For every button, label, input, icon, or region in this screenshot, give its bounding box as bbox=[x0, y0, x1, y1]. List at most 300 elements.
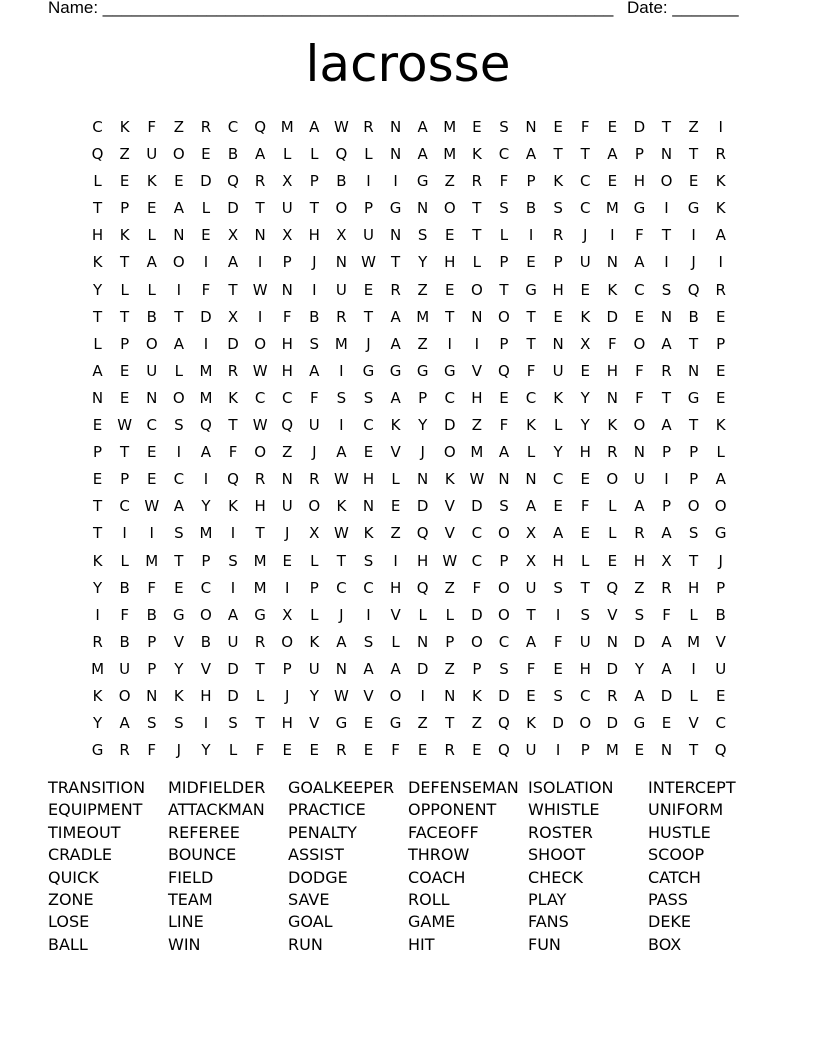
word-list-item: ZONE bbox=[48, 889, 94, 909]
grid-letter: I bbox=[203, 253, 209, 272]
grid-letter: D bbox=[227, 659, 239, 678]
grid-letter: L bbox=[445, 605, 454, 624]
grid-letter: Y bbox=[174, 659, 184, 678]
grid-letter: L bbox=[120, 551, 129, 570]
grid-row bbox=[84, 331, 734, 358]
grid-letter: F bbox=[201, 280, 211, 299]
grid-letter: F bbox=[147, 741, 157, 760]
grid-letter: B bbox=[146, 307, 157, 326]
grid-letter: X bbox=[525, 551, 537, 570]
grid-letter: K bbox=[228, 497, 238, 516]
grid-letter: A bbox=[390, 388, 401, 407]
grid-letter: M bbox=[443, 118, 457, 136]
grid-letter: I bbox=[610, 226, 615, 245]
word-list-item: WIN bbox=[168, 934, 201, 954]
grid-letter: N bbox=[335, 253, 347, 272]
grid-letter: C bbox=[336, 578, 347, 597]
grid-letter: P bbox=[363, 199, 373, 218]
grid-letter: U bbox=[281, 497, 293, 516]
grid-letter: A bbox=[390, 334, 401, 353]
grid-letter: G bbox=[416, 172, 429, 191]
word-list-item: ASSIST bbox=[288, 845, 344, 865]
grid-letter: D bbox=[552, 714, 564, 733]
grid-letter: G bbox=[362, 361, 375, 380]
grid-letter: U bbox=[633, 470, 645, 489]
grid-letter: S bbox=[174, 524, 184, 543]
grid-letter: I bbox=[393, 172, 398, 191]
grid-letter: E bbox=[580, 361, 590, 380]
grid-letter: U bbox=[362, 226, 374, 245]
grid-letter: S bbox=[363, 632, 374, 651]
grid-letter: H bbox=[281, 714, 293, 733]
grid-letter: K bbox=[526, 714, 536, 733]
grid-letter: A bbox=[119, 714, 130, 733]
grid-letter: G bbox=[714, 524, 727, 543]
grid-letter: D bbox=[416, 659, 429, 678]
grid-letter: I bbox=[230, 524, 236, 543]
grid-letter: C bbox=[119, 497, 130, 516]
grid-letter: E bbox=[363, 443, 374, 462]
grid-letter: I bbox=[718, 253, 723, 272]
grid-letter: H bbox=[552, 551, 564, 570]
grid-letter: L bbox=[174, 361, 183, 380]
grid-letter: M bbox=[145, 551, 159, 570]
grid-letter: O bbox=[118, 686, 131, 705]
grid-letter: A bbox=[634, 686, 645, 705]
grid-letter: V bbox=[471, 361, 482, 380]
grid-letter: P bbox=[526, 172, 536, 191]
grid-letter: K bbox=[526, 416, 536, 435]
word-list-item: PLAY bbox=[528, 889, 567, 909]
word-list-item: QUICK bbox=[48, 867, 99, 887]
grid-letter: I bbox=[691, 659, 696, 678]
grid-letter: E bbox=[146, 199, 157, 218]
grid-letter: C bbox=[254, 388, 266, 407]
grid-letter: T bbox=[120, 253, 130, 272]
grid-letter: I bbox=[284, 578, 290, 597]
grid-letter: C bbox=[227, 118, 239, 136]
grid-letter: G bbox=[633, 199, 646, 218]
grid-letter: M bbox=[470, 443, 484, 462]
grid-letter: O bbox=[714, 497, 727, 516]
grid-letter: P bbox=[147, 659, 157, 678]
grid-letter: E bbox=[580, 470, 590, 489]
grid-letter: Z bbox=[390, 524, 401, 543]
grid-letter: E bbox=[607, 118, 618, 136]
grid-letter: D bbox=[227, 686, 239, 705]
grid-letter: W bbox=[333, 118, 349, 136]
grid-letter: F bbox=[499, 172, 509, 191]
word-list-item: PASS bbox=[648, 889, 688, 909]
grid-letter: C bbox=[471, 551, 483, 570]
grid-letter: C bbox=[715, 714, 726, 733]
grid-letter: N bbox=[146, 388, 158, 407]
grid-letter: L bbox=[310, 605, 319, 624]
grid-letter: U bbox=[119, 659, 131, 678]
grid-letter: P bbox=[120, 470, 130, 489]
word-list-item: CRADLE bbox=[48, 845, 112, 865]
grid-letter: Q bbox=[498, 714, 510, 733]
grid-letter: H bbox=[633, 551, 646, 570]
grid-letter: J bbox=[176, 741, 182, 760]
word-list-item: UNIFORM bbox=[648, 800, 724, 820]
grid-letter: L bbox=[391, 470, 400, 489]
grid-letter: A bbox=[525, 497, 537, 516]
grid-letter: Y bbox=[553, 443, 563, 462]
grid-letter: F bbox=[580, 118, 590, 136]
word-list-item: DODGE bbox=[288, 867, 348, 887]
grid-letter: I bbox=[447, 334, 452, 353]
grid-row bbox=[84, 710, 734, 737]
grid-letter: G bbox=[173, 605, 185, 624]
grid-letter: L bbox=[499, 226, 509, 245]
grid-letter: E bbox=[417, 741, 428, 760]
grid-letter: P bbox=[553, 253, 563, 272]
grid-letter: O bbox=[335, 199, 348, 218]
grid-letter: U bbox=[335, 280, 347, 299]
grid-letter: N bbox=[417, 470, 429, 489]
grid-letter: Y bbox=[92, 280, 103, 299]
grid-letter: N bbox=[606, 253, 618, 272]
grid-row bbox=[84, 304, 734, 331]
grid-letter: A bbox=[336, 443, 347, 462]
grid-letter: V bbox=[363, 686, 374, 705]
grid-letter: R bbox=[390, 280, 401, 299]
grid-letter: R bbox=[254, 172, 266, 191]
grid-letter: C bbox=[579, 686, 591, 705]
grid-letter: D bbox=[633, 632, 646, 651]
grid-row bbox=[84, 385, 734, 412]
grid-letter: V bbox=[390, 443, 401, 462]
grid-letter: T bbox=[445, 307, 455, 326]
grid-letter: I bbox=[420, 686, 425, 705]
grid-letter: E bbox=[580, 280, 590, 299]
grid-letter: R bbox=[444, 741, 455, 760]
grid-letter: K bbox=[715, 199, 726, 218]
grid-letter: K bbox=[228, 388, 238, 407]
grid-letter: S bbox=[228, 551, 238, 570]
grid-letter: H bbox=[579, 443, 591, 462]
grid-letter: N bbox=[362, 497, 375, 516]
grid-letter: U bbox=[308, 416, 320, 435]
grid-letter: R bbox=[471, 172, 483, 191]
grid-letter: H bbox=[389, 578, 402, 597]
grid-letter: P bbox=[661, 497, 672, 516]
grid-letter: R bbox=[336, 307, 347, 326]
grid-letter: P bbox=[201, 551, 211, 570]
grid-letter: W bbox=[117, 416, 133, 435]
grid-letter: J bbox=[284, 524, 290, 543]
grid-letter: T bbox=[661, 118, 672, 136]
grid-letter: N bbox=[660, 741, 673, 760]
grid-letter: V bbox=[607, 605, 618, 624]
grid-letter: I bbox=[230, 578, 236, 597]
word-list-item: SHOOT bbox=[528, 845, 586, 865]
grid-letter: T bbox=[228, 416, 238, 435]
grid-letter: S bbox=[336, 388, 347, 407]
grid-letter: A bbox=[661, 524, 672, 543]
grid-letter: H bbox=[552, 280, 564, 299]
grid-letter: A bbox=[715, 470, 726, 489]
grid-letter: A bbox=[309, 118, 320, 136]
grid-letter: K bbox=[173, 686, 184, 705]
grid-letter: I bbox=[691, 226, 696, 245]
grid-letter: N bbox=[173, 226, 185, 245]
grid-letter: G bbox=[389, 361, 402, 380]
grid-letter: O bbox=[633, 334, 646, 353]
grid-letter: F bbox=[147, 578, 157, 597]
grid-letter: J bbox=[718, 551, 723, 570]
grid-row bbox=[84, 520, 734, 547]
grid-letter: K bbox=[336, 497, 347, 516]
grid-letter: X bbox=[580, 334, 591, 353]
grid-letter: T bbox=[92, 524, 103, 543]
grid-letter: Y bbox=[92, 578, 103, 597]
word-list-item: OPPONENT bbox=[408, 800, 497, 820]
grid-letter: O bbox=[633, 416, 646, 435]
grid-letter: U bbox=[552, 361, 564, 380]
grid-letter: O bbox=[606, 470, 619, 489]
grid-letter: Y bbox=[201, 497, 211, 516]
grid-letter: R bbox=[715, 280, 726, 299]
grid-letter: L bbox=[716, 443, 725, 462]
grid-letter: Q bbox=[416, 578, 429, 597]
grid-letter: U bbox=[281, 199, 293, 218]
grid-letter: X bbox=[309, 524, 320, 543]
grid-letter: Z bbox=[417, 280, 428, 299]
grid-letter: S bbox=[661, 280, 672, 299]
grid-row bbox=[84, 195, 734, 222]
grid-letter: N bbox=[660, 145, 673, 164]
grid-letter: S bbox=[553, 199, 563, 218]
grid-letter: Q bbox=[335, 145, 348, 164]
grid-letter: Z bbox=[119, 145, 130, 164]
grid-row bbox=[84, 249, 734, 276]
grid-letter: K bbox=[553, 172, 564, 191]
grid-letter: D bbox=[416, 497, 429, 516]
grid-letter: A bbox=[390, 659, 401, 678]
grid-letter: L bbox=[120, 280, 129, 299]
grid-letter: S bbox=[499, 199, 509, 218]
grid-letter: F bbox=[472, 578, 482, 597]
grid-letter: E bbox=[715, 361, 726, 380]
grid-letter: J bbox=[312, 253, 317, 272]
grid-letter: T bbox=[120, 443, 130, 462]
grid-letter: P bbox=[309, 172, 319, 191]
grid-row bbox=[84, 222, 734, 249]
grid-letter: Q bbox=[227, 470, 239, 489]
grid-letter: I bbox=[664, 199, 669, 218]
grid-letter: G bbox=[335, 714, 348, 733]
grid-letter: F bbox=[391, 741, 400, 760]
grid-letter: G bbox=[416, 361, 429, 380]
grid-letter: W bbox=[252, 280, 268, 299]
grid-letter: O bbox=[172, 388, 185, 407]
grid-letter: A bbox=[309, 361, 320, 380]
grid-letter: E bbox=[119, 388, 130, 407]
grid-letter: C bbox=[471, 524, 483, 543]
grid-letter: X bbox=[282, 172, 293, 191]
grid-letter: T bbox=[309, 199, 319, 218]
grid-letter: C bbox=[634, 280, 645, 299]
grid-letter: O bbox=[254, 443, 267, 462]
grid-letter: N bbox=[389, 145, 402, 164]
grid-letter: C bbox=[146, 416, 157, 435]
grid-letter: D bbox=[200, 172, 212, 191]
grid-letter: M bbox=[199, 524, 213, 543]
grid-letter: I bbox=[203, 714, 209, 733]
grid-letter: A bbox=[498, 443, 510, 462]
grid-letter: Z bbox=[444, 659, 455, 678]
grid-letter: O bbox=[579, 714, 592, 733]
grid-letter: C bbox=[498, 632, 510, 651]
word-list bbox=[48, 777, 768, 956]
word-list-item: REFEREE bbox=[168, 822, 240, 842]
grid-letter: S bbox=[499, 659, 509, 678]
grid-letter: Q bbox=[227, 172, 239, 191]
grid-letter: P bbox=[93, 443, 103, 462]
date-line: Date: _______ bbox=[627, 0, 739, 17]
grid-letter: X bbox=[227, 226, 239, 245]
grid-letter: E bbox=[526, 253, 536, 272]
grid-letter: O bbox=[172, 253, 185, 272]
grid-letter: F bbox=[608, 334, 617, 353]
grid-letter: D bbox=[227, 199, 239, 218]
grid-letter: N bbox=[498, 470, 510, 489]
grid-letter: M bbox=[443, 145, 457, 164]
grid-letter: P bbox=[499, 551, 509, 570]
grid-letter: M bbox=[253, 578, 267, 597]
grid-letter: L bbox=[201, 199, 211, 218]
grid-letter: A bbox=[146, 253, 157, 272]
grid-letter: U bbox=[146, 145, 158, 164]
grid-letter: E bbox=[553, 118, 563, 136]
grid-letter: N bbox=[146, 686, 158, 705]
word-list-item: DEFENSEMAN bbox=[408, 778, 519, 797]
word-list-item: INTERCEPT bbox=[648, 778, 736, 797]
grid-letter: U bbox=[525, 578, 537, 597]
grid-letter: Q bbox=[281, 416, 294, 435]
grid-letter: J bbox=[284, 686, 290, 705]
grid-letter: F bbox=[120, 605, 129, 624]
grid-row bbox=[84, 629, 734, 656]
grid-letter: Z bbox=[417, 714, 428, 733]
grid-letter: N bbox=[281, 470, 293, 489]
grid-letter: L bbox=[472, 253, 482, 272]
grid-letter: K bbox=[580, 307, 591, 326]
grid-letter: P bbox=[445, 632, 455, 651]
grid-letter: H bbox=[606, 361, 618, 380]
grid-letter: F bbox=[282, 307, 292, 326]
grid-letter: M bbox=[91, 659, 105, 678]
grid-letter: Z bbox=[634, 578, 645, 597]
grid-letter: O bbox=[254, 334, 267, 353]
grid-letter: F bbox=[635, 226, 644, 245]
grid-letter: R bbox=[634, 524, 645, 543]
grid-letter: G bbox=[254, 605, 266, 624]
grid-letter: K bbox=[92, 253, 103, 272]
grid-letter: H bbox=[417, 551, 429, 570]
grid-letter: U bbox=[525, 741, 537, 760]
word-list-item: FACEOFF bbox=[408, 822, 479, 842]
word-list-item: FUN bbox=[528, 934, 561, 954]
grid-letter: F bbox=[580, 497, 590, 516]
grid-letter: P bbox=[147, 632, 157, 651]
grid-letter: T bbox=[255, 199, 265, 218]
grid-letter: X bbox=[282, 605, 293, 624]
grid-letter: E bbox=[201, 145, 211, 164]
grid-letter: R bbox=[552, 226, 564, 245]
grid-letter: W bbox=[361, 253, 376, 272]
grid-letter: L bbox=[364, 145, 373, 164]
grid-letter: E bbox=[282, 741, 292, 760]
word-list-item: FANS bbox=[528, 912, 569, 932]
grid-letter: I bbox=[149, 524, 154, 543]
grid-letter: W bbox=[469, 470, 485, 489]
grid-letter: T bbox=[92, 199, 103, 218]
grid-letter: E bbox=[146, 470, 157, 489]
grid-letter: E bbox=[146, 443, 157, 462]
word-list-item: WHISTLE bbox=[528, 800, 600, 820]
word-list-item: RUN bbox=[288, 934, 323, 954]
grid-letter: L bbox=[553, 416, 563, 435]
grid-letter: P bbox=[661, 443, 672, 462]
grid-letter: P bbox=[499, 253, 509, 272]
grid-letter: T bbox=[689, 145, 699, 164]
grid-letter: P bbox=[282, 253, 292, 272]
grid-letter: N bbox=[606, 388, 618, 407]
grid-letter: Y bbox=[418, 416, 428, 435]
grid-letter: T bbox=[580, 145, 590, 164]
word-list-item: BALL bbox=[48, 934, 88, 954]
grid-letter: T bbox=[472, 226, 482, 245]
grid-letter: E bbox=[553, 659, 563, 678]
grid-letter: K bbox=[119, 118, 130, 136]
grid-letter: D bbox=[498, 686, 510, 705]
grid-letter: T bbox=[526, 605, 536, 624]
word-list-item: CATCH bbox=[648, 867, 701, 887]
grid-letter: W bbox=[252, 416, 268, 435]
grid-letter: O bbox=[687, 497, 700, 516]
grid-letter: Z bbox=[471, 416, 482, 435]
grid-letter: S bbox=[634, 605, 645, 624]
grid-letter: R bbox=[336, 741, 347, 760]
grid-letter: L bbox=[608, 497, 617, 516]
grid-letter: G bbox=[443, 361, 456, 380]
grid-letter: H bbox=[200, 686, 212, 705]
grid-letter: I bbox=[339, 361, 344, 380]
grid-letter: J bbox=[339, 605, 344, 624]
word-list-item: GOALKEEPER bbox=[288, 778, 395, 797]
grid-letter: T bbox=[92, 307, 103, 326]
grid-letter: Z bbox=[444, 578, 455, 597]
grid-letter: D bbox=[471, 497, 483, 516]
word-list-item: GAME bbox=[408, 912, 456, 932]
grid-letter: F bbox=[635, 388, 644, 407]
word-list-item: ROLL bbox=[408, 889, 450, 909]
grid-letter: E bbox=[282, 551, 292, 570]
grid-letter: T bbox=[689, 334, 699, 353]
grid-row bbox=[84, 277, 734, 304]
grid-letter: O bbox=[145, 334, 158, 353]
grid-row bbox=[84, 168, 734, 195]
grid-letter: I bbox=[528, 226, 534, 245]
grid-letter: J bbox=[312, 443, 317, 462]
grid-letter: I bbox=[393, 551, 398, 570]
grid-letter: P bbox=[716, 334, 726, 353]
grid-letter: U bbox=[308, 659, 320, 678]
grid-letter: T bbox=[526, 307, 536, 326]
